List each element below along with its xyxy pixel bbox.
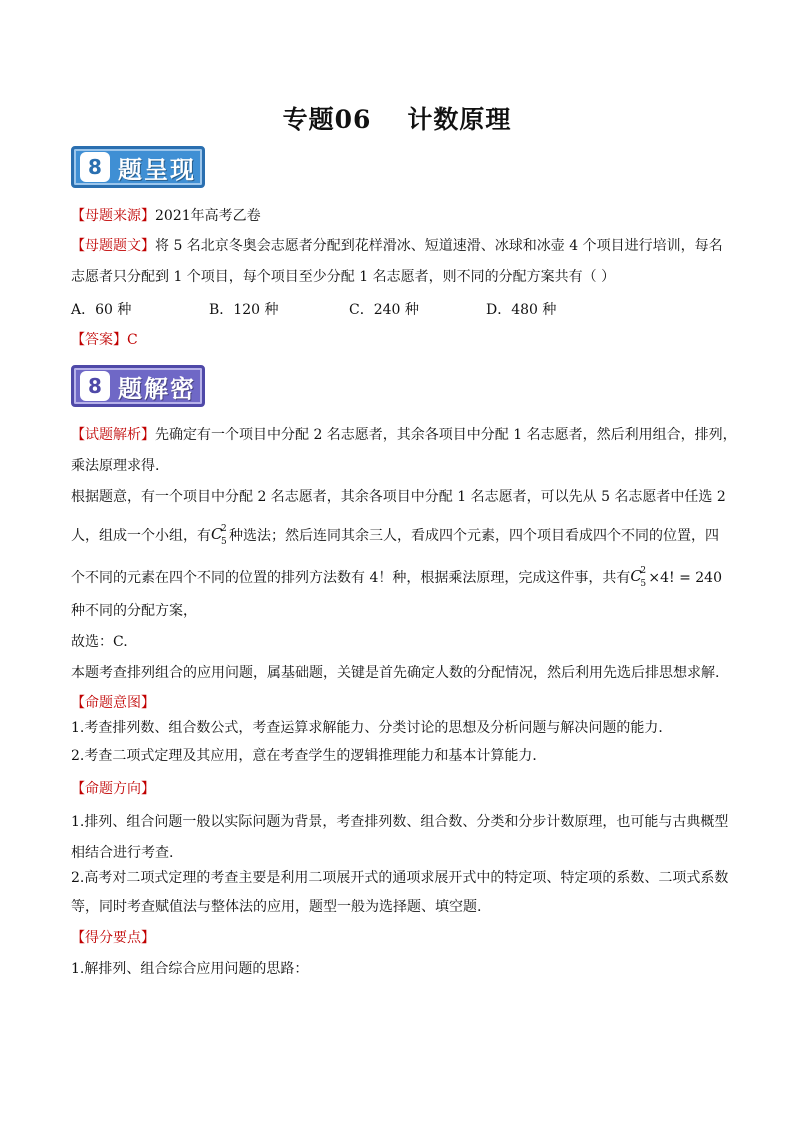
analysis-text-1: 先确定有一个项目中分配 2 名志愿者，其余各项目中分配 1 名志愿者，然后利用组合，排列， (155, 427, 737, 443)
page-title (0, 100, 794, 136)
question-text-2: 志愿者只分配到 1 个项目，每个项目至少分配 1 名志愿者，则不同的分配方案共有（ ） (71, 269, 616, 285)
points-heading: 【得分要点】 (71, 930, 155, 946)
intent-heading: 【命题意图】 (71, 695, 155, 711)
source-text: 2021年高考乙卷 (155, 208, 261, 224)
analysis-text-4a: 人，组成一个小组，有 (71, 528, 211, 544)
option-d: D．480 种 (486, 302, 557, 318)
analysis-line-3: 根据题意，有一个项目中分配 2 名志愿者，其余各项目中分配 1 名志愿者，可以先从 5 名志愿者中任选 2 (71, 489, 726, 505)
question-line-1 (71, 236, 723, 256)
combination-formula: C 2 5 (630, 566, 647, 589)
title-topic-number: 专题06 (282, 105, 372, 134)
source-label: 【母题来源】 (71, 208, 155, 224)
points-item-1: 1.解排列、组合综合应用问题的思路： (71, 961, 309, 977)
section-logo-icon: 8 (80, 371, 110, 401)
analysis-text-5a: 个不同的元素在四个不同的位置的排列方法数有 4！种，根据乘法原理，完成这件事，共有 (71, 570, 631, 586)
analysis-line-7: 故选：C. (71, 634, 128, 650)
answer-value: C (127, 332, 138, 348)
analysis-line-4 (71, 523, 719, 546)
direction-line-3: 2.高考对二项式定理的考查主要是利用二项展开式的通项求展开式中的特定项、特定项的系数、二项式系数 (71, 870, 729, 886)
analysis-label: 【试题解析】 (71, 427, 155, 443)
analysis-line-1 (71, 425, 737, 445)
section-badge-label: 题呈现 (118, 155, 196, 184)
option-b: B．120 种 (209, 302, 279, 318)
answer-label: 【答案】 (71, 332, 127, 348)
analysis-line-5 (71, 565, 722, 588)
analysis-line-6: 种不同的分配方案， (71, 603, 197, 619)
combination-formula: C 2 5 (211, 524, 227, 547)
direction-line-1: 1.排列、组合问题一般以实际问题为背景，考查排列数、组合数、分类和分步计数原理，也可能与古典概型 (71, 814, 729, 830)
intent-item-1: 1.考查排列数、组合数公式，考查运算求解能力、分类讨论的思想及分析问题与解决问题的能力． (71, 720, 673, 736)
direction-line-2: 相结合进行考查. (71, 845, 174, 861)
question-text-1: 将 5 名北京冬奥会志愿者分配到花样滑冰、短道速滑、冰球和冰壶 4 个项目进行培训，每名 (155, 238, 723, 254)
title-topic-name: 计数原理 (407, 105, 512, 134)
section-logo-icon: 8 (80, 152, 110, 182)
analysis-line-2: 乘法原理求得. (71, 458, 160, 474)
section-badge-decode (71, 365, 205, 407)
question-line-2 (71, 267, 615, 287)
analysis-text-5b: ×4! = 240 (648, 570, 722, 586)
intent-item-2: 2.考查二项式定理及其应用，意在考查学生的逻辑推理能力和基本计算能力． (71, 748, 547, 764)
question-label: 【母题题文】 (71, 238, 155, 254)
source-line (71, 206, 261, 226)
direction-heading: 【命题方向】 (71, 781, 155, 797)
option-c: C．240 种 (349, 302, 419, 318)
analysis-text-4b: 种选法；然后连同其余三人，看成四个元素，四个项目看成四个不同的位置，四 (229, 528, 719, 544)
section-badge-label: 题解密 (118, 374, 196, 403)
direction-line-4: 等，同时考查赋值法与整体法的应用，题型一般为选择题、填空题. (71, 899, 482, 915)
answer-line (71, 330, 138, 350)
analysis-line-8: 本题考查排列组合的应用问题，属基础题，关键是首先确定人数的分配情况，然后利用先选后排思想求解. (71, 665, 720, 681)
option-a: A．60 种 (71, 302, 132, 318)
section-badge-present (71, 146, 205, 188)
